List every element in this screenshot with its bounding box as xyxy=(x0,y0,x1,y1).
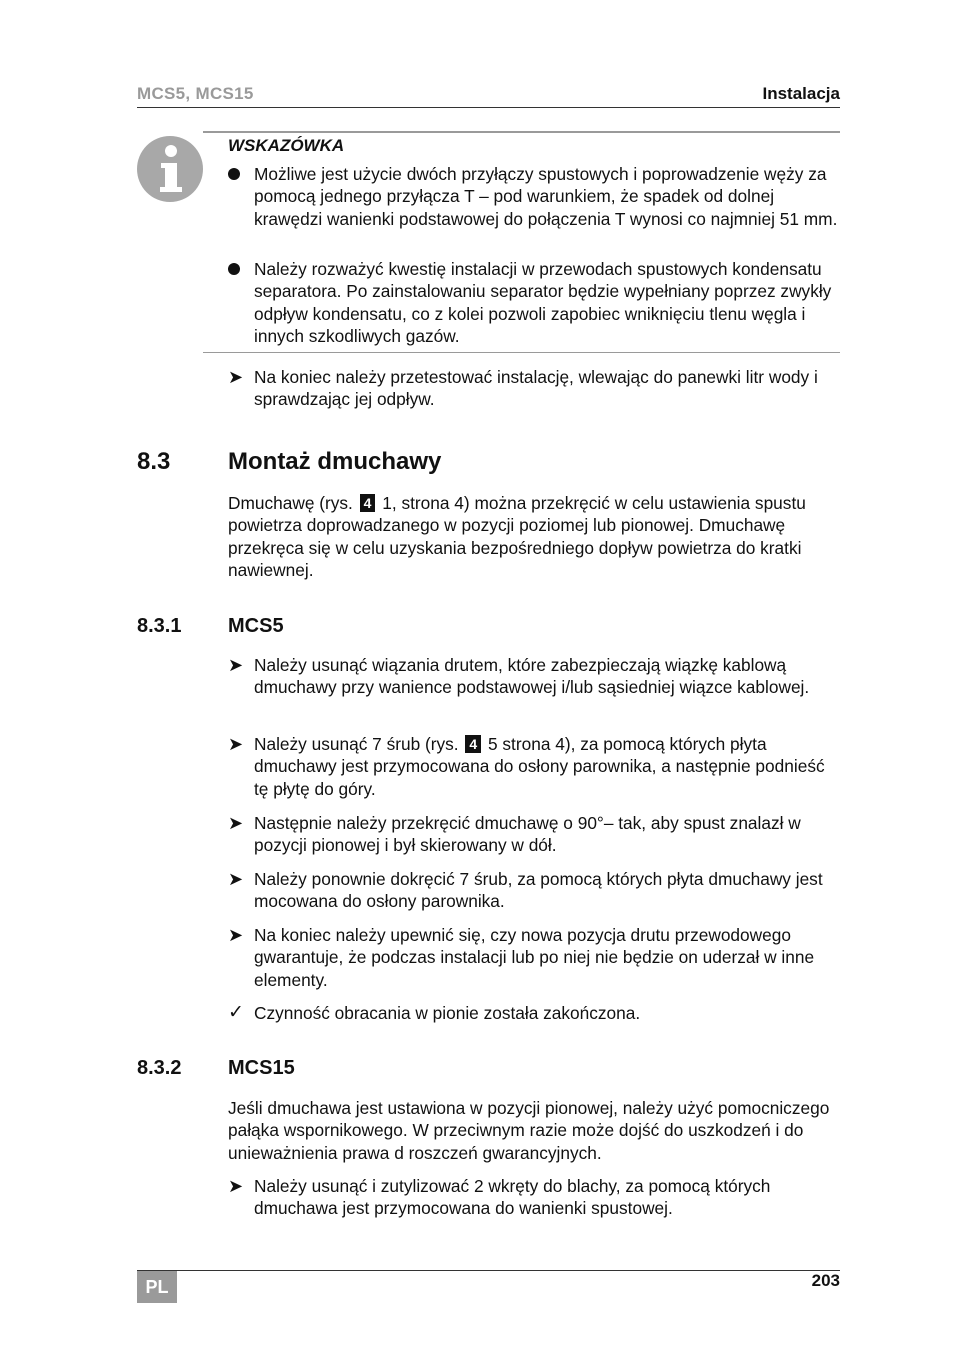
step-text: Należy usunąć 7 śrub (rys. 4 5 strona 4), za pomocą których płyta dmuchawy jest przymocowana do osłony parownika, a następnie podnieść tę płytę do góry. xyxy=(254,734,825,799)
header-section: Instalacja xyxy=(762,84,840,103)
result-item xyxy=(228,1002,843,1024)
arrow-icon: ➤ xyxy=(228,734,244,754)
step-text: Należy usunąć i zutylizować 2 wkręty do blachy, za pomocą których dmuchawa jest przymocowana do wanienki spustowej. xyxy=(254,1176,771,1219)
check-icon: ✓ xyxy=(228,1002,244,1023)
section-number: 8.3 xyxy=(137,448,171,475)
step-item xyxy=(228,868,843,913)
info-icon xyxy=(137,136,203,202)
note-bullet-text: Należy rozważyć kwestię instalacji w przewodach spustowych kondensatu separatora. Po zainstalowaniu separator będzie wypełniany poprzez zwykły odpływ kondensatu, co z kolei pozwoli zapobiec wniknięciu tlenu węgla i innych szkodliwych gazów. xyxy=(254,259,832,346)
language-badge: PL xyxy=(137,1271,177,1303)
step-item xyxy=(228,733,843,800)
note-title: WSKAZÓWKA xyxy=(228,136,345,155)
step-text: Na koniec należy upewnić się, czy nowa pozycja drutu przewodowego gwarantuje, że podczas instalacji lub po niej nie będzie on uderzał w inne elementy. xyxy=(254,925,815,990)
step-item xyxy=(228,1175,843,1220)
section-paragraph: Jeśli dmuchawa jest ustawiona w pozycji pionowej, należy użyć pomocniczego pałąka wspornikowego. W przeciwnym razie może dojść do uszkodzeń i do unieważnienia prawa d roszczeń gwarancyjnych. xyxy=(228,1098,830,1163)
step-text: Na koniec należy przetestować instalację, wlewając do panewki litr wody i sprawdzając jej odpływ. xyxy=(254,367,818,410)
note-bullet-text: Możliwe jest użycie dwóch przyłączy spustowych i poprowadzenie węży za pomocą jednego przyłącza T – pod warunkiem, że spadek od dolnej krawędzi wanienki podstawowej do połączenia T wynosi co najmniej 51 mm. xyxy=(254,164,838,229)
step-item xyxy=(228,654,843,699)
bullet-dot-icon xyxy=(228,168,240,180)
page-number: 203 xyxy=(811,1271,840,1290)
note-bottom-divider xyxy=(203,352,840,353)
section-paragraph: Dmuchawę (rys. 4 1, strona 4) można przekręcić w celu ustawienia spustu powietrza doprowadzanego w pozycji poziomej lub pionowej. Dmuchawę przekręca się w celu uzyskania bezpośredniego dopływ powietrza do kratki nawiewnej. xyxy=(228,493,806,580)
subsection-title: MCS15 xyxy=(228,1057,295,1079)
note-top-divider xyxy=(203,131,840,133)
step-text: Następnie należy przekręcić dmuchawę o 90°– tak, aby spust znalazł w pozycji pionowej i był skierowany w dół. xyxy=(254,813,801,856)
step-item xyxy=(228,924,843,991)
header-divider xyxy=(137,107,840,108)
arrow-icon: ➤ xyxy=(228,367,244,387)
result-text: Czynność obracania w pionie została zakończona. xyxy=(254,1003,641,1023)
arrow-icon: ➤ xyxy=(228,1176,244,1196)
note-bullet-item xyxy=(228,258,843,347)
subsection-title: MCS5 xyxy=(228,615,284,637)
step-text: Należy ponownie dokręcić 7 śrub, za pomocą których płyta dmuchawy jest mocowana do osłony parownika. xyxy=(254,869,823,912)
footer-divider xyxy=(137,1270,840,1271)
arrow-icon: ➤ xyxy=(228,813,244,833)
figure-ref-badge: 4 xyxy=(360,494,376,512)
arrow-icon: ➤ xyxy=(228,869,244,889)
step-item xyxy=(228,812,843,857)
step-text: Należy usunąć wiązania drutem, które zabezpieczają wiązkę kablową dmuchawy przy wanience podstawowej i/lub sąsiedniej wiązce kablowej. xyxy=(254,655,810,698)
bullet-dot-icon xyxy=(228,263,240,275)
subsection-number: 8.3.1 xyxy=(137,615,182,637)
step-item xyxy=(228,366,843,411)
arrow-icon: ➤ xyxy=(228,925,244,945)
figure-ref-badge: 4 xyxy=(465,735,481,753)
arrow-icon: ➤ xyxy=(228,655,244,675)
subsection-number: 8.3.2 xyxy=(137,1057,182,1079)
note-bullet-item xyxy=(228,163,843,230)
section-title: Montaż dmuchawy xyxy=(228,448,442,475)
header-product: MCS5, MCS15 xyxy=(137,84,254,103)
